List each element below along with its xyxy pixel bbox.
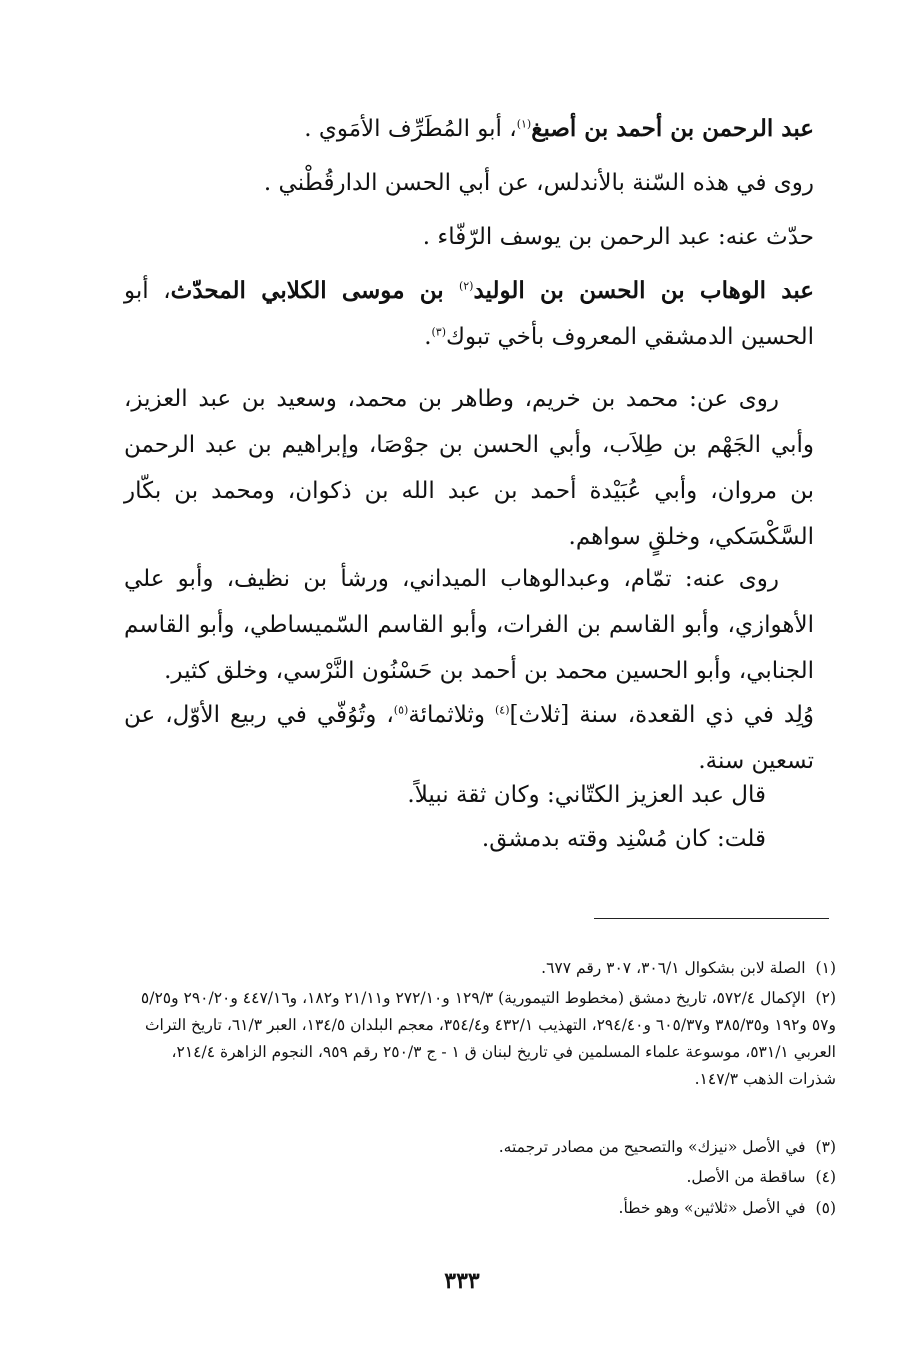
footnote-4 xyxy=(136,1164,836,1191)
entry1-heading xyxy=(114,117,814,141)
footnote-divider xyxy=(594,918,829,919)
qultu: قلت: كان مُسْنِد وقته بدمشق. xyxy=(481,826,766,852)
footnote-ref-3: (٣) xyxy=(431,325,447,339)
entry2-name-a: عبد الوهاب بن الحسن بن الوليد xyxy=(473,277,814,304)
birth-year: وثلاثمائة xyxy=(408,702,495,728)
rawa-an-text: روى عن: محمد بن خريم، وطاهر بن محمد، وسعيد بن عبد العزيز، وأبي الجَهْم بن طِلاَب، وأبي الحسن بن جوْصَا، وإبراهيم بن عبد الرحمن بن مروان، وأبي عُبَيْدة أحمد بن عبد الله بن ذكوان، ومحمد بن بكّار السَّكْسَكي، وخلقٍ سواهم. xyxy=(124,386,814,550)
page-number: ٣٣٣ xyxy=(444,1268,480,1294)
birth-text: وُلِد في ذي القعدة، سنة [ثلاث] xyxy=(509,702,815,728)
footnote-number: (٣) xyxy=(815,1138,836,1156)
entry2-heading xyxy=(124,268,814,360)
entry1-haddatha: حدّث عنه: عبد الرحمن بن يوسف الرّفّاء . xyxy=(422,224,814,250)
footnote-number: (٤) xyxy=(815,1168,836,1186)
entry2-kunya: ، أبو الحسين الدمشقي المعروف بأخي تبوك xyxy=(124,278,814,350)
entry1-kunya: ، أبو المُطَرِّف الأمَوي . xyxy=(304,116,517,142)
footnote-1 xyxy=(136,955,836,982)
footnote-ref-5: (٥) xyxy=(393,703,409,717)
footnote-number: (١) xyxy=(815,959,836,977)
footnote-text: الإكمال ٥٧٢/٤، تاريخ دمشق (مخطوط التيمورية) ١٢٩/٣ و٢٧٢/١٠ و٢١/١١ و١٨٢، و٤٤٧/١٦ و٢٩٠/٢٠ و٥/٢٥ و٥٧ و١٩٢ و٣٨٥/٣٥ و٦٠٥/٣٧ و٢٩٤/٤٠، التهذيب ٤٣٢/١ و٣٥٤/٤، معجم البلدان ١٣٤/٥، العبر ٦١/٣، تاريخ التراث العربي ٥٣١/١، موسوعة علماء المسلمين في تاريخ لبنان ق ١ - ج ٢٥٠/٣ رقم ٩٥٩، النجوم الزاهرة ٢١٤/٤، شذرات الذهب ١٤٧/٣. xyxy=(140,989,836,1088)
footnote-text: ساقطة من الأصل. xyxy=(686,1168,806,1186)
footnote-text: في الأصل «نيزك» والتصحيح من مصادر ترجمته. xyxy=(498,1138,806,1156)
footnote-5 xyxy=(136,1195,836,1222)
footnote-ref-1: (١) xyxy=(516,117,532,131)
entry1-rawa: روى في هذه السّنة بالأندلس، عن أبي الحسن الدارقُطْني . xyxy=(263,170,814,196)
footnote-3 xyxy=(136,1134,836,1161)
footnote-ref-4: (٤) xyxy=(494,703,510,717)
footnote-text: الصلة لابن بشكوال ٣٠٦/١، ٣٠٧ رقم ٦٧٧. xyxy=(541,959,806,977)
death-text: ، وتُوُفّي في ربيع الأوّل، عن تسعين سنة. xyxy=(124,702,814,774)
entry2-rawa-an xyxy=(124,376,814,560)
footnote-number: (٥) xyxy=(815,1199,836,1217)
entry2-rawa-anhu xyxy=(124,556,814,694)
entry2-birth-death xyxy=(124,692,814,784)
entry2-name-b: بن موسى الكلابي المحدّث xyxy=(170,277,459,304)
entry2-heading-end: . xyxy=(424,324,432,350)
footnote-2 xyxy=(136,985,836,1093)
qal-kattani: قال عبد العزيز الكتّاني: وكان ثقة نبيلاً. xyxy=(407,782,766,808)
footnote-number: (٢) xyxy=(815,989,836,1007)
footnote-text: في الأصل «ثلاثين» وهو خطأ. xyxy=(618,1199,806,1217)
entry1-name: عبد الرحمن بن أحمد بن أصبغ xyxy=(531,115,814,142)
footnote-ref-2: (٢) xyxy=(458,279,474,293)
rawa-anhu-text: روى عنه: تمّام، وعبدالوهاب الميداني، ورشأ بن نظيف، وأبو علي الأهوازي، وأبو القاسم بن الفرات، وأبو القاسم السّميساطي، وأبو القاسم الجنابي، وأبو الحسين محمد بن أحمد بن حَسْنُون النَّرْسي، وخلق كثير. xyxy=(124,566,814,684)
